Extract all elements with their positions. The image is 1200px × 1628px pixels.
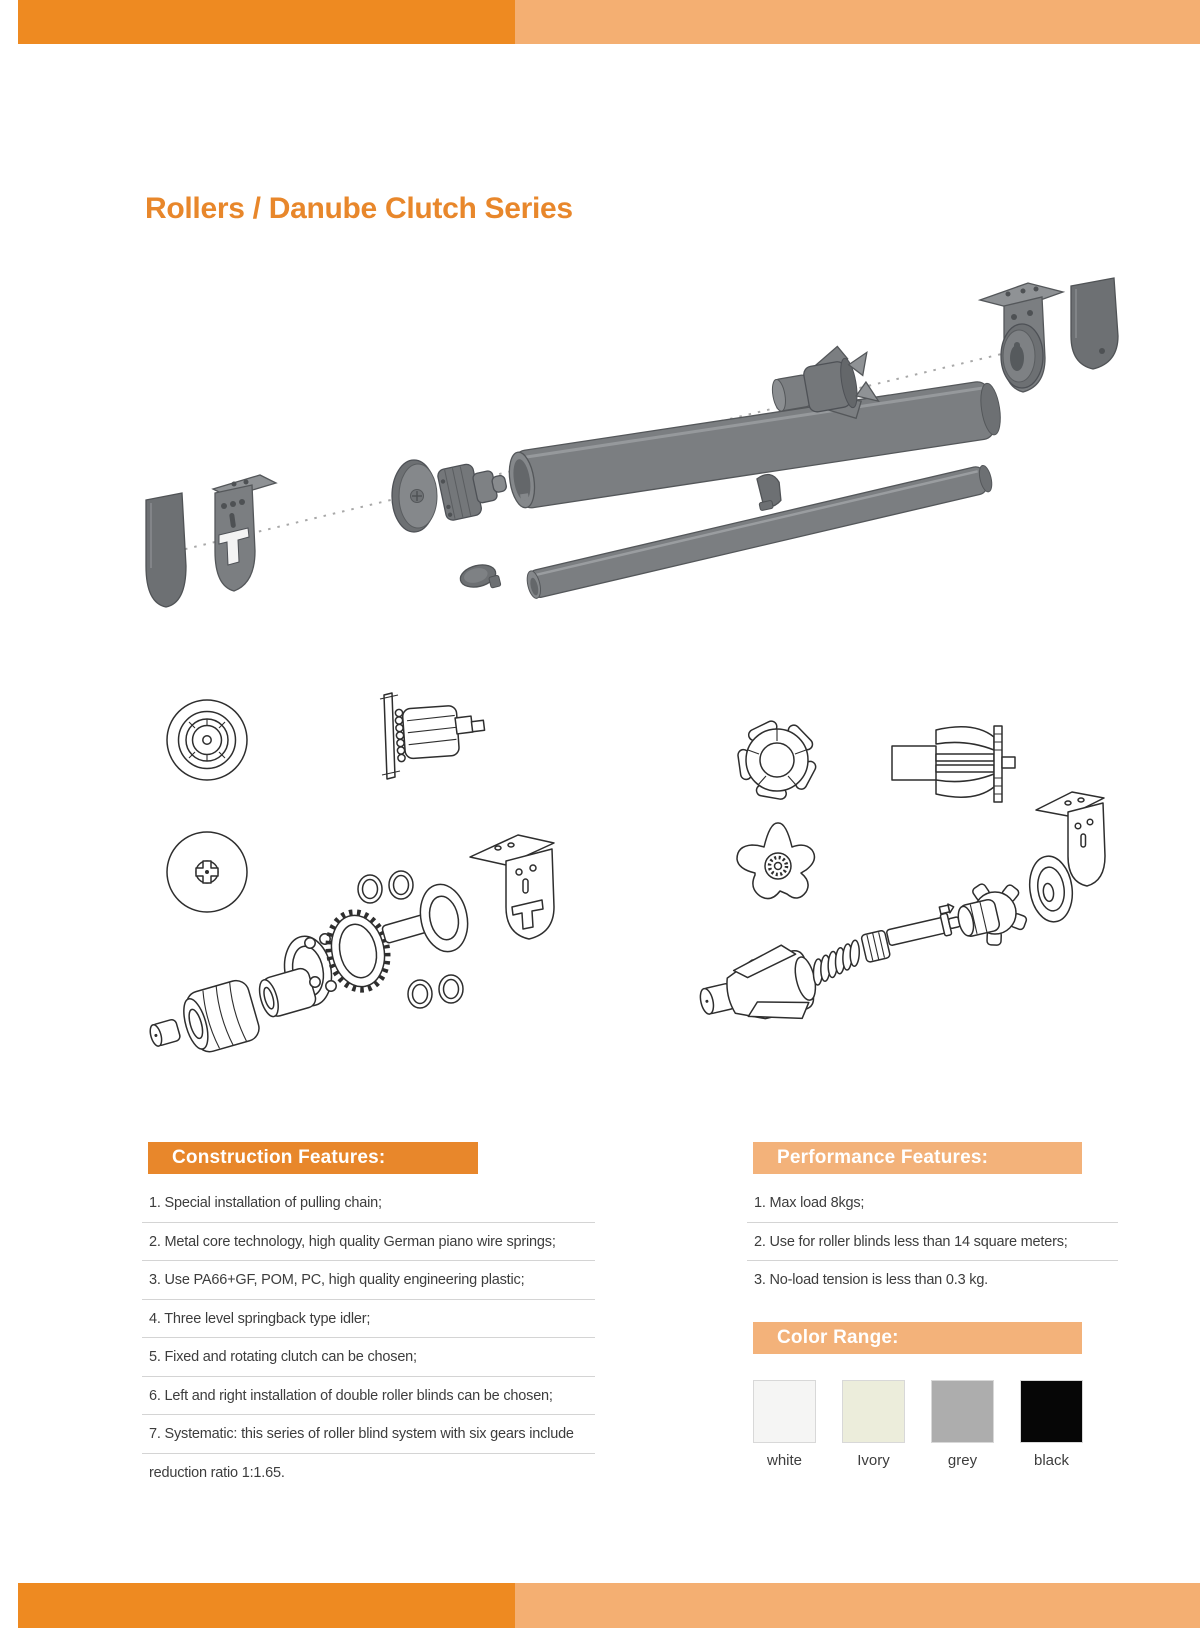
mount-bracket-icon [470, 835, 554, 939]
bottom-banner [18, 1583, 1200, 1628]
list-item: 2. Metal core technology, high quality German piano wire springs; [142, 1223, 595, 1262]
exploded-spring-idler-icon [693, 792, 1105, 1040]
construction-features-header: Construction Features: [148, 1142, 478, 1174]
clutch-parts-line-drawing [148, 655, 618, 1055]
swatch-cell-white [753, 1380, 816, 1469]
clutch-wheel-front-icon [167, 700, 247, 780]
top-banner [18, 0, 1200, 44]
rail-end-cap-left-icon [458, 561, 501, 595]
swatch-label: grey [947, 1452, 978, 1469]
swatch-cell-grey [931, 1380, 994, 1469]
list-item: 2. Use for roller blinds less than 14 square meters; [747, 1223, 1118, 1262]
performance-features-list [747, 1184, 1118, 1300]
slotted-plug-icon [892, 726, 1015, 802]
left-end-cover-icon [146, 493, 186, 607]
gear-drum-side-icon [380, 693, 485, 779]
list-item: 6. Left and right installation of double roller blinds can be chosen; [142, 1377, 595, 1416]
spring-idler-parts-line-drawing [640, 670, 1140, 1065]
small-spider-drum-icon [955, 883, 1027, 946]
list-item: 1. Max load 8kgs; [747, 1184, 1118, 1223]
list-item: 4. Three level springback type idler; [142, 1300, 595, 1339]
list-item: 1. Special installation of pulling chain; [142, 1184, 595, 1223]
star-wheel-icon [737, 823, 814, 899]
swatch-cell-ivory [842, 1380, 905, 1469]
rail-end-cap-right-icon [754, 472, 785, 510]
spider-wheel-icon [737, 719, 817, 800]
top-banner-dark-segment [18, 0, 515, 44]
swatch-cell-black [1020, 1380, 1083, 1469]
swatch-label: white [766, 1452, 803, 1469]
swatch-label: black [1033, 1452, 1070, 1469]
page-title: Rollers / Danube Clutch Series [145, 192, 573, 225]
list-item: 3. No-load tension is less than 0.3 kg. [754, 1272, 989, 1288]
color-swatch [931, 1380, 994, 1443]
exploded-roller-assembly-illustration [130, 256, 1135, 618]
list-item: 5. Fixed and rotating clutch can be chosen; [142, 1338, 595, 1377]
top-banner-light-segment [515, 0, 1200, 44]
spring-icon [805, 938, 867, 987]
bottom-banner-light-segment [515, 1583, 1200, 1628]
performance-features-header: Performance Features: [753, 1142, 1082, 1174]
swatch-label: Ivory [857, 1452, 890, 1469]
right-bracket-icon [980, 283, 1063, 392]
clutch-unit-icon [392, 457, 511, 532]
color-range-header: Color Range: [753, 1322, 1082, 1354]
color-swatch [1020, 1380, 1083, 1443]
construction-features-list [142, 1184, 595, 1492]
left-bracket-icon [213, 475, 276, 591]
color-swatch [842, 1380, 905, 1443]
end-disc-icon [167, 832, 247, 912]
right-end-cover-icon [1071, 278, 1118, 369]
color-swatch [753, 1380, 816, 1443]
list-item: 7. Systematic: this series of roller blind system with six gears include [142, 1415, 595, 1454]
list-item: reduction ratio 1:1.65. [149, 1464, 285, 1481]
color-swatch-row [753, 1380, 1083, 1469]
bottom-banner-dark-segment [18, 1583, 515, 1628]
list-item: 3. Use PA66+GF, POM, PC, high quality engineering plastic; [142, 1261, 595, 1300]
